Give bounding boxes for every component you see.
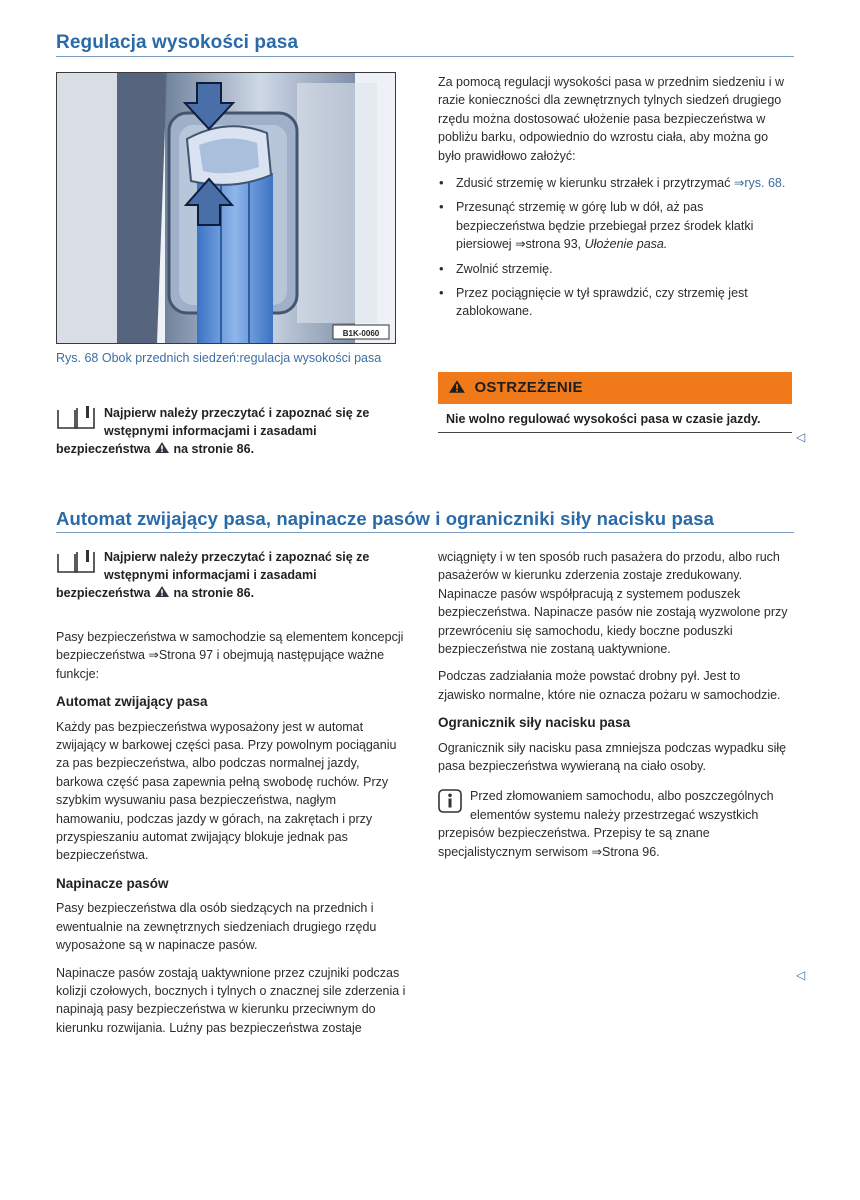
info-icon — [438, 789, 462, 813]
end-mark-icon: ◁ — [796, 430, 806, 444]
pretensioners-tail: wciągnięty i w ten sposób ruch pasażera do przodu, albo ruch pasażerów w kierunku zderzenia zostaje zredukowany. Napinacze pasów współpracują z systemem poduszek bezpieczeństwa. Napinacze pasów nie zostają wyzwolone przy przewróceniu się samochodu, kiedy boczne poduszki bezpieczeństwa nie zostaną uaktywnione. — [438, 550, 788, 657]
retractor-text: Każdy pas bezpieczeństwa wyposażony jest w automat zwijający w barkowej części pasa. Przy powolnym pociąganiu za pas bezpieczeństwa, albo podczas normalnej jazdy, barkowa część pasa zapewnia pełną swobodę ruchów. Przy szybkim wysuwaniu pasa bezpieczeństwa, nagłym hamowaniu, podczas jazdy w górach, na zakrętach i przy przyspieszaniu automat zwijający blokuje jednak pas bezpieczeństwa. — [56, 719, 397, 863]
step-item: • Przesunąć strzemię w górę lub w dół, aż pas bezpieczeństwa będzie przebiegał przez środek klatki piersiowej ⇒strona 93, Ułożenie pasa. — [438, 198, 794, 253]
step-item: • Zwolnić strzemię. — [438, 260, 794, 278]
end-mark-icon: ◁ — [796, 968, 806, 982]
step-ref: ⇒strona 93, — [515, 237, 582, 252]
figure-caption-number: Rys. 68 — [56, 351, 99, 365]
subheading-retractor: Automat zwijający pasa — [56, 694, 208, 710]
warning-triangle-icon — [448, 379, 466, 394]
section-title-belt-retractor: Automat zwijający pasa, napinacze pasów i ograniczniki siły nacisku pasa — [56, 508, 715, 529]
read-first-note-2 — [56, 548, 406, 602]
warning-box — [438, 372, 792, 433]
subheading-pretensioners: Napinacze pasów — [56, 875, 169, 891]
read-first-page-ref: na stronie 86. — [173, 442, 255, 456]
read-first-text: Najpierw należy przeczytać i zapoznać się ze wstępnymi informacjami i zasadami bezpieczeństwa — [56, 550, 370, 600]
section2-left-column — [56, 548, 406, 1047]
read-first-text: Najpierw należy przeczytać i zapoznać się ze wstępnymi informacjami i zasadami bezpieczeństwa — [56, 406, 370, 456]
step-ref: ⇒rys. 68. — [733, 176, 786, 191]
figure-belt-height-adjuster — [56, 72, 396, 344]
section-title-rule — [56, 532, 794, 533]
figure-caption-text: Obok przednich siedzeń:regulacja wysokości pasa — [101, 351, 382, 365]
force-limiter-text: Ogranicznik siły nacisku pasa zmniejsza podczas wypadku siłę pasa bezpieczeństwa wywieraną na ciało osoby. — [438, 740, 787, 774]
figure-code: B1K-0060 — [342, 329, 380, 338]
belt-adjuster-illustration — [57, 73, 395, 343]
step-item: • Przez pociągnięcie w tył sprawdzić, czy strzemię jest zablokowane. — [438, 284, 794, 321]
section-title-rule — [56, 56, 794, 57]
belt-height-intro: Za pomocą regulacji wysokości pasa w przednim siedzeniu i w razie konieczności dla zewnętrznych tylnych siedzeń drugiego rzędu można dostosować ułożenie pasa bezpieczeństwa w pobliżu barku, odpowiednio do wzrostu ciała, aby można go było prawidłowo założyć: — [438, 75, 784, 163]
book-icon — [56, 548, 96, 574]
section-title-belt-height: Regulacja wysokości pasa — [56, 32, 299, 53]
warning-triangle-icon — [154, 441, 170, 454]
subheading-force-limiter: Ogranicznik siły nacisku pasa — [438, 715, 631, 731]
pretensioners-text-3: Podczas zadziałania może powstać drobny pył. Jest to zjawisko normalne, które nie oznacza pożaru w samochodzie. — [438, 669, 781, 702]
step-item: • Zdusić strzemię w kierunku strzałek i przytrzymać ⇒rys. 68. — [438, 174, 794, 192]
warning-text: Nie wolno regulować wysokości pasa w czasie jazdy. — [446, 412, 761, 426]
pretensioners-text-2: Napinacze pasów zostają uaktywnione przez czujniki podczas kolizji czołowych, bocznych i tylnych o znacznej sile zderzenia i napinają pasy bezpieczeństwa w kierunku przeciwnym do kierunku rozwijania. Luźny pas bezpieczeństwa zostaje — [56, 965, 406, 1035]
figure-caption — [56, 350, 401, 367]
section2-intro: Pasy bezpieczeństwa w samochodzie są elementem koncepcji bezpieczeństwa ⇒Strona 97 i obejmują następujące ważne funkcje: — [56, 630, 404, 681]
pretensioners-continued — [438, 548, 790, 658]
pretensioners-text-1: Pasy bezpieczeństwa dla osób siedzących na przednich i ewentualnie na zewnętrznych siedzeniach drugiego rzędu wyposażone są w napinacze pasów. — [56, 901, 377, 953]
section2-right-column — [438, 548, 790, 861]
warning-triangle-icon — [154, 585, 170, 598]
read-first-note-1 — [56, 404, 401, 458]
read-first-page-ref: na stronie 86. — [173, 586, 255, 600]
warning-title: OSTRZEŻENIE — [474, 379, 583, 396]
info-note — [438, 787, 790, 861]
book-icon — [56, 404, 96, 430]
info-note-text: Przed złomowaniem samochodu, albo poszczególnych elementów systemu należy przestrzegać wszystkich przepisów bezpieczeństwa. Przepisy te są znane specjalistycznym serwisom ⇒Strona 96. — [438, 789, 774, 859]
warning-header — [438, 372, 792, 404]
belt-height-instructions — [438, 73, 794, 327]
step-ref-title: Ułożenie pasa. — [584, 237, 668, 252]
